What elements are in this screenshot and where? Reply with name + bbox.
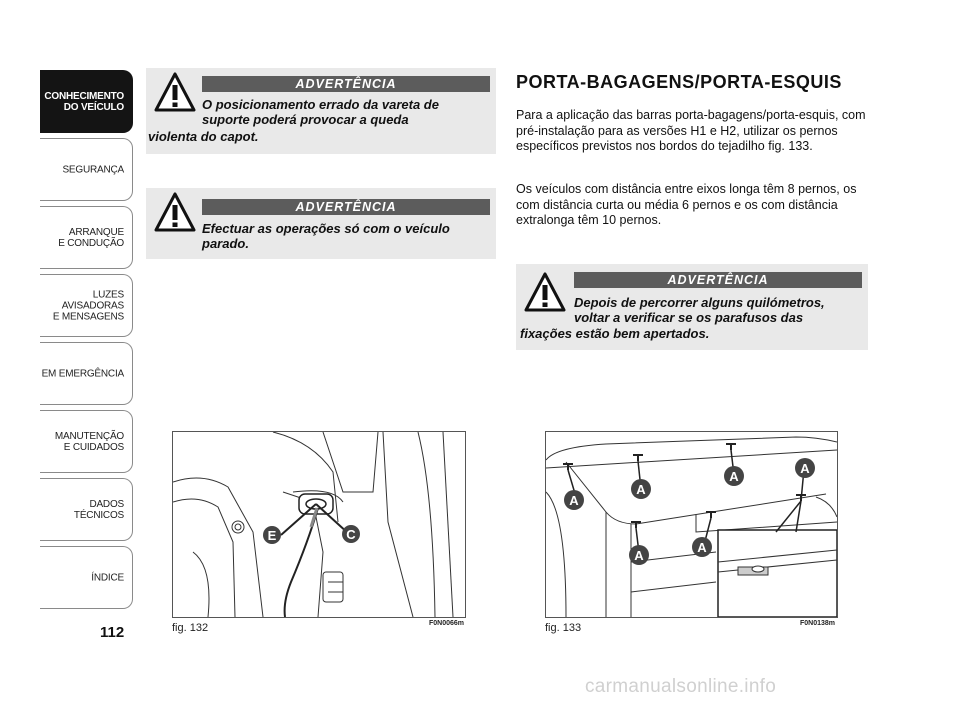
tab-dados-tecnicos[interactable] xyxy=(40,478,133,541)
chapter-tabs xyxy=(40,70,133,614)
tab-seguranca[interactable] xyxy=(40,138,133,201)
warning-text-line: O posicionamento errado da vareta de xyxy=(202,97,439,112)
tab-label: DADOS TÉCNICOS xyxy=(73,498,124,521)
warning-text-line: Efectuar as operações só com o veículo xyxy=(202,221,450,236)
tab-indice[interactable] xyxy=(40,546,133,609)
callout-label-a: A xyxy=(569,493,579,508)
detail-inset xyxy=(718,530,837,617)
page-number: 112 xyxy=(100,624,125,641)
warning-triangle-icon xyxy=(154,192,196,232)
tab-luzes-avisadoras[interactable] xyxy=(40,274,133,337)
callout-label-a: A xyxy=(729,469,739,484)
tab-label: EM EMERGÊNCIA xyxy=(41,368,124,379)
tab-label: CONHECIMENTO DO VEÍCULO xyxy=(44,90,124,113)
tab-em-emergencia[interactable] xyxy=(40,342,133,405)
warning-triangle-icon xyxy=(524,272,566,312)
figure-133 xyxy=(545,431,838,618)
tab-manutencao-e-cuidados[interactable] xyxy=(40,410,133,473)
figure-132 xyxy=(172,431,466,618)
warning-text-line: fixações estão bem apertados. xyxy=(520,326,710,341)
warning-header: ADVERTÊNCIA xyxy=(202,199,490,215)
warning-text-line: Depois de percorrer alguns quilómetros, xyxy=(574,295,825,310)
callout-label-e: E xyxy=(267,528,277,543)
callout-label-c: C xyxy=(346,527,356,542)
warning-text-line: voltar a verificar se os parafusos das xyxy=(574,310,804,325)
bonnet-support-rod-illustration xyxy=(173,432,465,617)
tab-arranque-e-conducao[interactable] xyxy=(40,206,133,269)
roof-rack-pins-illustration xyxy=(546,432,837,617)
article-paragraph-2: Os veículos com distância entre eixos longa têm 8 pernos, os com distância curta ou média 6 pernos e os com distância extralonga têm 10 pernos. xyxy=(516,182,857,227)
article-paragraph-1: Para a aplicação das barras porta-bagagens/porta-esquis, com pré-instalação para as versões H1 e H2, utilizar os pernos específicos previstos nos bordos do tejadilho fig. 133. xyxy=(516,108,866,153)
tab-label: ARRANQUE E CONDUÇÃO xyxy=(58,226,124,249)
figure-caption: fig. 132 xyxy=(172,622,209,634)
warning-text-line: suporte poderá provocar a queda xyxy=(202,112,409,127)
warning-header: ADVERTÊNCIA xyxy=(574,272,862,288)
callout-label-a: A xyxy=(800,461,810,476)
figure-caption: fig. 133 xyxy=(545,622,582,634)
article-title: PORTA-BAGAGENS/PORTA-ESQUIS xyxy=(516,72,842,92)
warning-triangle-icon xyxy=(154,72,196,112)
figure-code: F0N0066m xyxy=(429,620,465,627)
watermark: carmanualsonline.info xyxy=(585,676,777,697)
warning-text-line: violenta do capot. xyxy=(148,129,259,144)
tab-label: SEGURANÇA xyxy=(62,164,124,175)
warning-box-2 xyxy=(146,188,496,259)
callout-label-a: A xyxy=(697,540,707,555)
tab-conhecimento-do-veiculo[interactable] xyxy=(40,70,133,133)
callout-label-a: A xyxy=(636,482,646,497)
warning-text-line: parado. xyxy=(202,236,249,251)
tab-label: MANUTENÇÃO E CUIDADOS xyxy=(54,430,124,453)
warning-box-3 xyxy=(516,264,868,350)
warning-header: ADVERTÊNCIA xyxy=(202,76,490,92)
callout-label-a: A xyxy=(634,548,644,563)
warning-box-1 xyxy=(146,68,496,154)
tab-label: ÍNDICE xyxy=(91,572,124,583)
tab-label: LUZES AVISADORAS E MENSAGENS xyxy=(52,289,124,322)
figure-code: F0N0138m xyxy=(800,620,836,627)
